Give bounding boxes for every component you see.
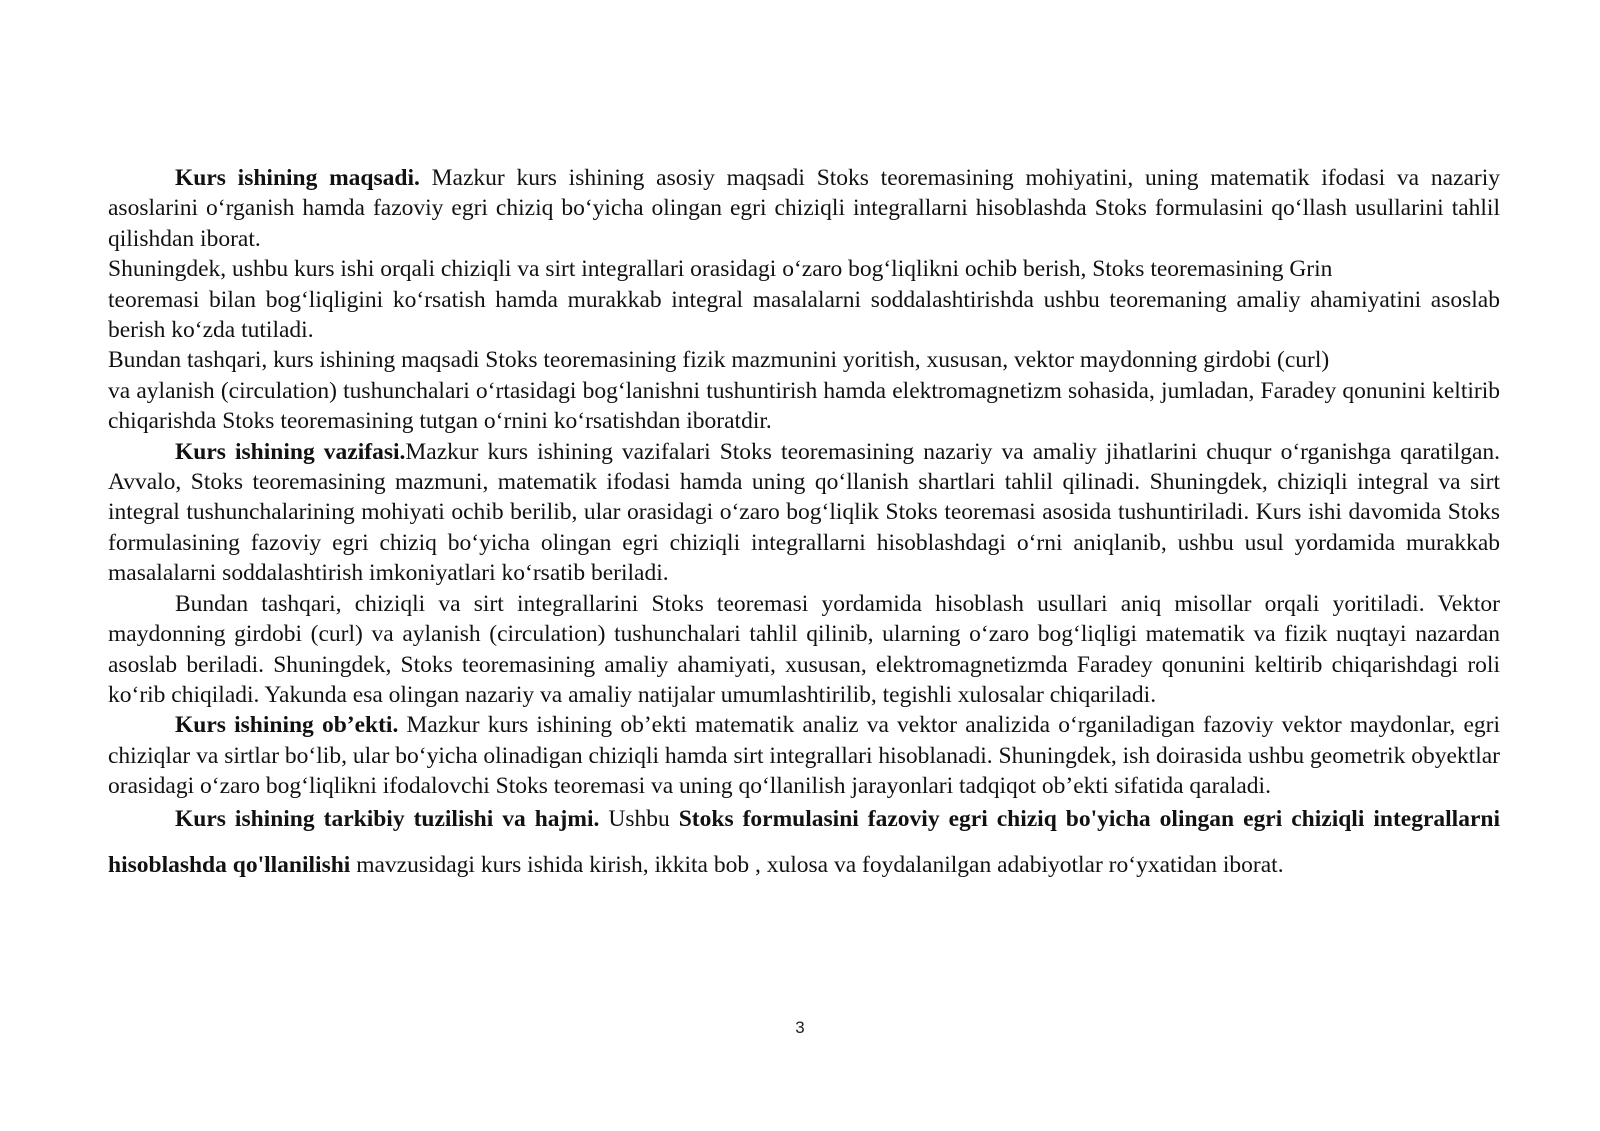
text-object: Mazkur kurs ishining ob’ekti matematik analiz va vektor analizida o‘rganiladigan fazoviy vektor maydonlar, egri chiziqlar va sirtlar bo‘lib, ular bo‘yicha olinadigan chiziqli hamda sirt integrallari hisoblanadi. Shuningdek, ish doirasida ushbu geometrik obyektlar orasidagi o‘zaro bog‘liqlikni ifodalovchi Stoks teoremasi va uning qo‘llanilish jarayonlari tadqiqot ob’ekti sifatida qaraladi. [108,712,1500,800]
heading-tasks: Kurs ishining vazifasi. [175,438,406,465]
paragraph-tasks [108,437,1500,589]
paragraph-goal-3-line2: va aylanish (circulation) tushunchalari o‘rtasidagi bog‘lanishni tushuntirish hamda elektromagnetizm sohasida, jumladan, Faradey qonunini keltirib chiqarishda Stoks teoremasining tutgan o‘rnini ko‘rsatishdan iboratdir. [108,377,1500,435]
paragraph-object [108,710,1500,801]
text-structure-1: Ushbu [599,805,679,832]
topic-title: Stoks formulasini fazoviy egri chiziq bo'yicha olingan egri chiziqli integrallarni hisoblashda qo'llanilishi [108,805,1500,878]
document-page [108,163,1500,888]
heading-structure: Kurs ishining tarkibiy tuzilishi va hajmi. [175,805,600,832]
text-goal: Mazkur kurs ishining asosiy maqsadi Stoks teoremasining mohiyatini, uning matematik ifodasi va nazariy asoslarini o‘rganish hamda fazoviy egri chiziq bo‘yicha olingan egri chiziqli integrallarni hisoblashda Stoks formulasini qo‘llash usullarini tahlil qilishdan iborat. [108,165,1500,252]
paragraph-goal-2-line2: teoremasi bilan bog‘liqligini ko‘rsatish hamda murakkab integral masalalarni soddalashtirishda ushbu teoremaning amaliy ahamiyatini asoslab berish ko‘zda tutiladi. [108,286,1500,344]
paragraph-goal-2-line1: Shuningdek, ushbu kurs ishi orqali chiziqli va sirt integrallari orasidagi o‘zaro bog‘liqlikni ochib berish, Stoks teoremasining Grin [108,256,1333,283]
page-number: 3 [795,1018,805,1037]
heading-goal: Kurs ishining maqsadi. [175,165,420,191]
paragraph-tasks-2: Bundan tashqari, chiziqli va sirt integrallarini Stoks teoremasi yordamida hisoblash usullari aniq misollar orqali yoritiladi. Vektor maydonning girdobi (curl) va aylanish (circulation) tushunchalari tahlil qilinib, ularning o‘zaro bog‘liqligi matematik va fizik nuqtayi nazardan asoslab beriladi. Shuningdek, Stoks teoremasining amaliy ahamiyati, xususan, elektromagnetizmda Faradey qonunini keltirib chiqarishdagi roli ko‘rib chiqiladi. Yakunda esa olingan nazariy va amaliy natijalar umumlashtirilib, tegishli xulosalar chiqariladi. [108,590,1500,708]
text-structure-2: mavzusidagi kurs ishida kirish, ikkita bob , xulosa va foydalanilgan adabiyotlar ro‘yxatidan iborat. [350,851,1284,878]
paragraph-goal-3-line1: Bundan tashqari, kurs ishining maqsadi Stoks teoremasining fizik mazmunini yoritish, xususan, vektor maydonning girdobi (curl) [108,347,1330,374]
paragraph-goal [108,163,1500,254]
paragraph-structure [108,796,1500,888]
heading-object: Kurs ishining ob’ekti. [175,712,399,739]
text-tasks: Mazkur kurs ishining vazifalari Stoks teoremasining nazariy va amaliy jihatlarini chuqur o‘rganishga qaratilgan. Avvalo, Stoks teoremasining mazmuni, matematik ifodasi hamda uning qo‘llanish shartlari tahlil qilinadi. Shuningdek, chiziqli integral va sirt integral tushunchalarining mohiyati ochib berilib, ular orasidagi o‘zaro bog‘liqlik Stoks teoremasi asosida tushuntiriladi. Kurs ishi davomida Stoks formulasining fazoviy egri chiziq bo‘yicha olingan egri chiziqli integrallarni hisoblashdagi o‘rni aniqlanib, ushbu usul yordamida murakkab masalalarni soddalashtirish imkoniyatlari ko‘rsatib beriladi. [108,438,1500,587]
